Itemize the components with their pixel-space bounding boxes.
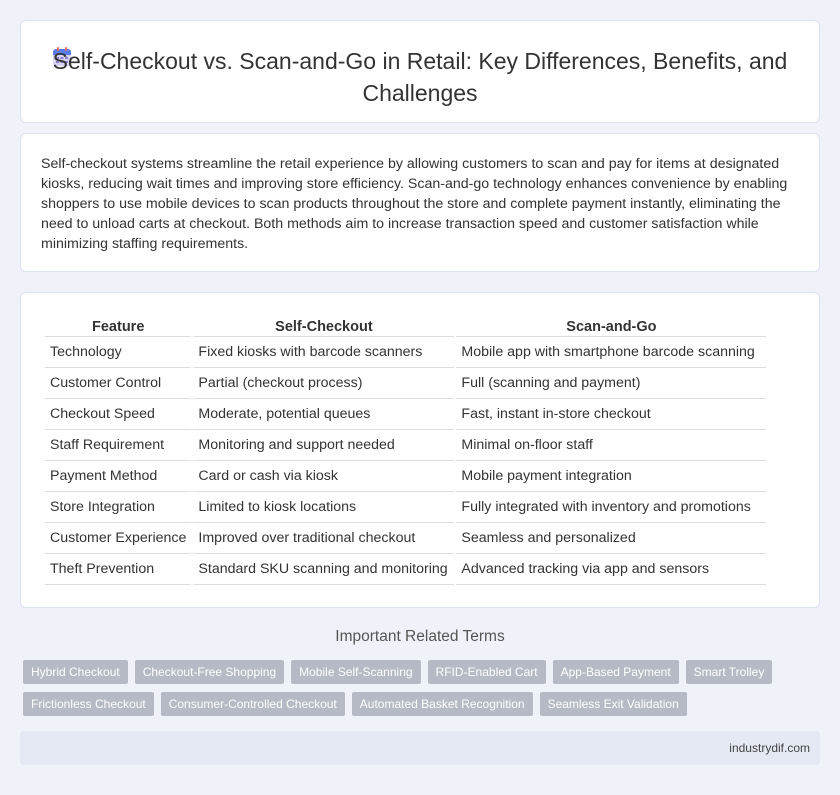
scan-and-go-cell: Fast, instant in-store checkout: [456, 399, 766, 430]
intro-card: [20, 133, 820, 272]
scan-and-go-cell: Fully integrated with inventory and promotions: [456, 492, 766, 523]
tag-seamless-exit-validation[interactable]: Seamless Exit Validation: [540, 692, 687, 716]
feature-cell: Customer Experience: [45, 523, 191, 554]
tag-checkout-free-shopping[interactable]: Checkout-Free Shopping: [135, 660, 284, 684]
scan-and-go-cell: Advanced tracking via app and sensors: [456, 554, 766, 585]
tag-hybrid-checkout[interactable]: Hybrid Checkout: [23, 660, 128, 684]
tag-app-based-payment[interactable]: App-Based Payment: [553, 660, 679, 684]
tag-row: [23, 660, 783, 684]
scan-and-go-cell: Full (scanning and payment): [456, 368, 766, 399]
scan-and-go-cell: Mobile payment integration: [456, 461, 766, 492]
scan-and-go-cell: Minimal on-floor staff: [456, 430, 766, 461]
tag-row: [23, 692, 783, 716]
table-row: [45, 523, 766, 554]
tag-automated-basket-recognition[interactable]: Automated Basket Recognition: [352, 692, 533, 716]
page-title: Self-Checkout vs. Scan-and-Go in Retail: Key Differences, Benefits, and Challenges: [52, 48, 788, 106]
comparison-table: [43, 315, 768, 585]
self-checkout-cell: Monitoring and support needed: [193, 430, 454, 461]
self-checkout-cell: Limited to kiosk locations: [193, 492, 454, 523]
table-row: [45, 492, 766, 523]
header-scan-and-go: Scan-and-Go: [456, 315, 766, 337]
feature-cell: Payment Method: [45, 461, 191, 492]
feature-cell: Staff Requirement: [45, 430, 191, 461]
feature-cell: Theft Prevention: [45, 554, 191, 585]
scan-and-go-cell: Mobile app with smartphone barcode scanning: [456, 337, 766, 368]
intro-paragraph: Self-checkout systems streamline the retail experience by allowing customers to scan and pay for items at designated kiosks, reducing wait times and improving store efficiency. Scan-and-go technology enhances convenience by enabling shoppers to use mobile devices to scan products throughout the store and complete payment instantly, eliminating the need to unload carts at checkout. Both methods aim to increase transaction speed and customer satisfaction while minimizing staffing requirements.: [41, 156, 788, 252]
feature-cell: Customer Control: [45, 368, 191, 399]
tag-mobile-self-scanning[interactable]: Mobile Self-Scanning: [291, 660, 420, 684]
self-checkout-cell: Fixed kiosks with barcode scanners: [193, 337, 454, 368]
self-checkout-cell: Moderate, potential queues: [193, 399, 454, 430]
footer: [20, 731, 820, 765]
related-terms-heading: Important Related Terms: [335, 628, 505, 645]
tag-frictionless-checkout[interactable]: Frictionless Checkout: [23, 692, 154, 716]
table-header-row: [45, 315, 766, 337]
table-row: [45, 368, 766, 399]
tag-rfid-enabled-cart[interactable]: RFID-Enabled Cart: [428, 660, 546, 684]
table-row: [45, 399, 766, 430]
header-feature: Feature: [45, 315, 191, 337]
comparison-card: [20, 292, 820, 608]
header-self-checkout: Self-Checkout: [193, 315, 454, 337]
table-row: [45, 337, 766, 368]
tag-smart-trolley[interactable]: Smart Trolley: [686, 660, 773, 684]
self-checkout-cell: Card or cash via kiosk: [193, 461, 454, 492]
self-checkout-cell: Improved over traditional checkout: [193, 523, 454, 554]
self-checkout-cell: Partial (checkout process): [193, 368, 454, 399]
table-row: [45, 461, 766, 492]
feature-cell: Technology: [45, 337, 191, 368]
feature-cell: Store Integration: [45, 492, 191, 523]
self-checkout-cell: Standard SKU scanning and monitoring: [193, 554, 454, 585]
table-row: [45, 430, 766, 461]
tag-consumer-controlled-checkout[interactable]: Consumer-Controlled Checkout: [161, 692, 345, 716]
related-terms-list: [23, 660, 783, 724]
scan-and-go-cell: Seamless and personalized: [456, 523, 766, 554]
feature-cell: Checkout Speed: [45, 399, 191, 430]
table-row: [45, 554, 766, 585]
title-card: [20, 20, 820, 123]
footer-site-link[interactable]: industrydif.com: [729, 741, 810, 755]
